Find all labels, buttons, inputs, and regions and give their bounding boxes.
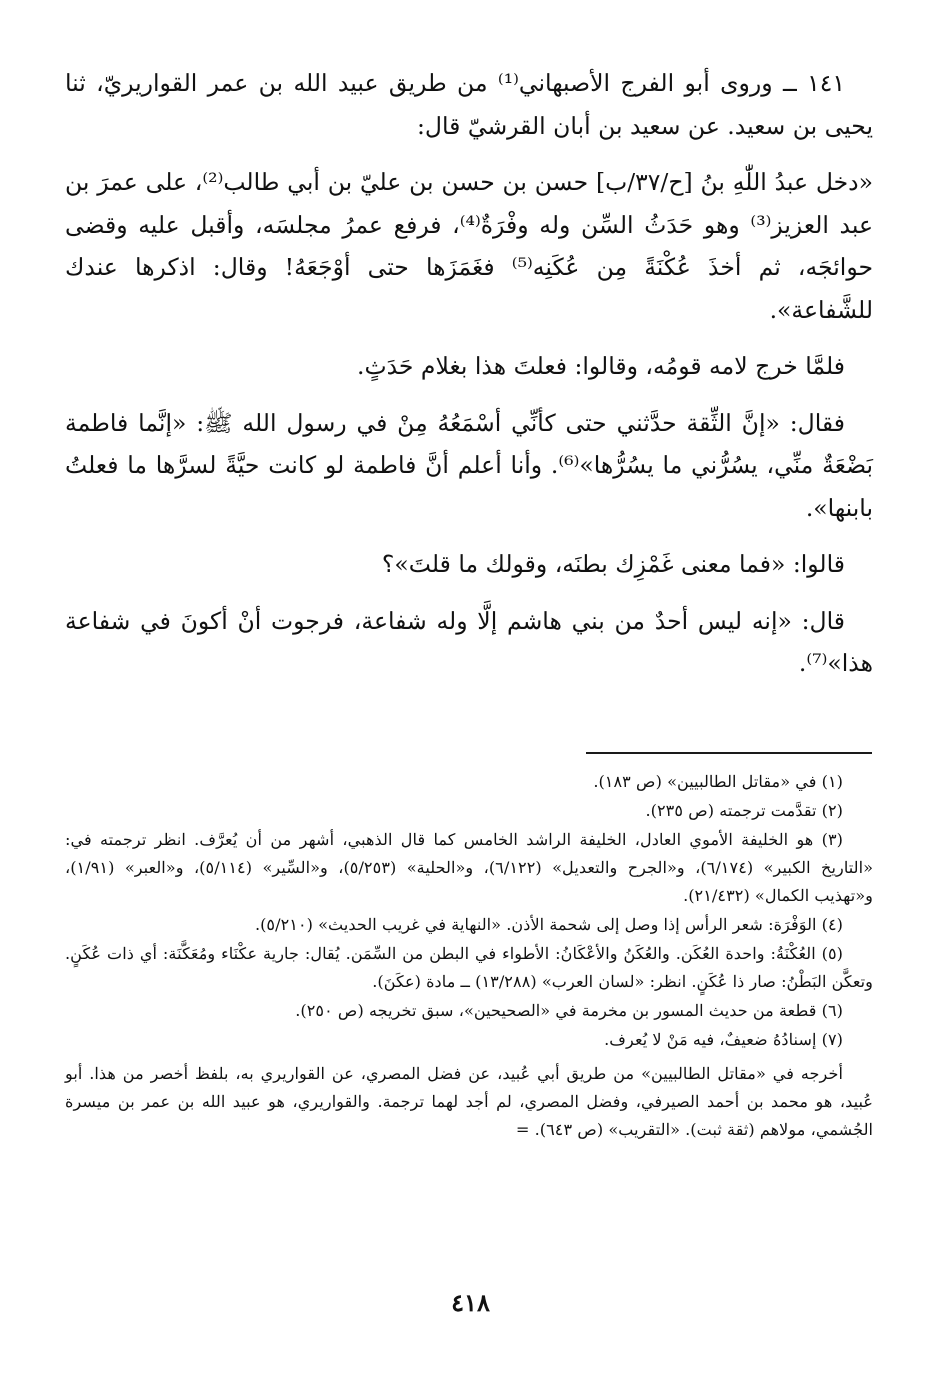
footnote-separator (586, 752, 872, 754)
paragraph-response: فقال: «إنَّ الثِّقة حدَّثني حتى كأنِّي أسْمَعُهُ مِنْ في رسول الله ﷺ: «إنَّما فاطمة بَضْعَةٌ منِّي، يسُرُّني ما يسُرُّها»⁽⁶⁾. وأنا أعلم أنَّ فاطمة لو كانت حيَّةً لسرَّها ما فعلتُ بابنها». (65, 408, 874, 522)
paragraph-141: ١٤١ ــ وروى أبو الفرج الأصبهاني⁽¹⁾ من طريق عبيد الله بن عمر القواريريّ، ثنا يحيى بن سعيد. عن سعيد بن أبان القرشيّ قال: (65, 69, 873, 140)
main-text (65, 62, 873, 685)
page-number: ٤١٨ (451, 1288, 490, 1317)
footnote-7: (٧) إسنادُهُ ضعيفٌ، فيه مَنْ لا يُعرف. (604, 1030, 843, 1049)
footnote-6: (٦) قطعة من حديث المسور بن مخرمة في «الصحيحين»، سبق تخريجه (ص ٢٥٠). (295, 1001, 843, 1020)
footnote-2: (٢) تقدَّمت ترجمته (ص ٢٣٥). (645, 801, 843, 820)
footnote-1: (١) في «مقاتل الطالبيين» (ص ١٨٣). (593, 772, 843, 791)
takhrij-note: أخرجه في «مقاتل الطالبيين» من طريق أبي عُبيد، عن فضل المصري، عن القواريري به، بلفظ أخصر من هذا. أبو عُبيد، هو محمد بن أحمد الصيرفي، وفضل المصري، لم أجد لهما ترجمة. والقواريري، هو عبيد الله بن عمر بن ميسرة الجُشمي، مولاهم (ثقة ثبت). «التقريب» (ص ٦٤٣). = (65, 1064, 873, 1139)
paragraph-answer: قال: «إنه ليس أحدٌ من بني هاشم إلَّا وله شفاعة، فرجوت أنْ أكونَ في شفاعة هذا»⁽⁷⁾. (65, 606, 873, 677)
paragraph-question: قالوا: «فما معنى غَمْزِك بطنَه، وقولك ما قلتَ»؟ (381, 550, 845, 578)
footnote-4: (٤) الوَفْرَة: شعر الرأس إذا وصل إلى شحمة الأذن. «النهاية في غريب الحديث» (٥/٢١٠). (254, 915, 843, 934)
paragraph-people-blame: فلمَّا خرج لامه قومُه، وقالوا: فعلتَ هذا بغلام حَدَثٍ. (357, 352, 845, 380)
footnote-5: (٥) العُكْنَةُ: واحدة العُكَن. والعُكَنُ والأعْكَانُ: الأطواء في البطن من السِّمَن. يُقال: جارية عكْنَاء ومُعَكَّنَة: أي ذات عُكَنٍ. وتعكَّن البَطْنُ: صار ذا عُكَنٍ. انظر: «لسان العرب» (١٣/٢٨٨) ــ مادة (عكَنَ). (65, 944, 873, 991)
footnote-3: (٣) هو الخليفة الأموي العادل، الخليفة الراشد الخامس كما قال الذهبي، أشهر من أن يُعرَّف. انظر ترجمته في: «التاريخ الكبير» (٦/١٧٤)، و«الجرح والتعديل» (٦/١٢٢)، و«الحلية» (٥/٢٥٣)، و«السِّير» (٥/١١٤)، و«العبر» (١/٩١)، و«تهذيب الكمال» (٢١/٤٣٢). (65, 830, 873, 905)
footnotes (65, 768, 873, 1144)
quote-paragraph: «دخل عبدُ اللّٰهِ بنُ [ح/٣٧/ب] حسن بن حسن بن عليّ بن أبي طالب⁽²⁾، على عمرَ بن عبد العزيز⁽³⁾ وهو حَدَثُ السِّن وله وفْرَةٌ⁽⁴⁾، فرفع عمرُ مجلسَه، وأقبل عليه وقضى حوائجَه، ثم أخذَ عُكْنَةً مِن عُكَنِه⁽⁵⁾ فغَمَزَها حتى أوْجَعَهُ! وقال: اذكرها عندك للشَّفاعة». (65, 168, 873, 324)
